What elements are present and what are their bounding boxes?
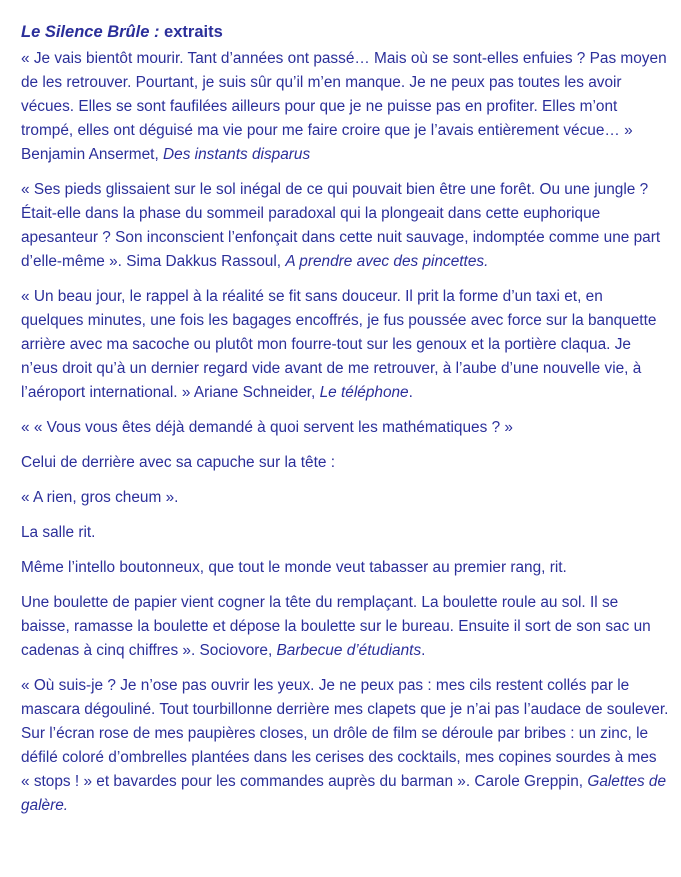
excerpt-work-title: Barbecue d’étudiants <box>276 642 422 659</box>
excerpt-work-title: Galettes de galère. <box>21 773 667 814</box>
excerpt-text: « Où suis-je ? Je n’ose pas ouvrir les yeux. Je ne peux pas : mes cils restent collés par le mascara dégouliné. Tout tourbillonne derrière mes clapets que je n’ai pas l’audace de soulever. Sur l’écran rose de mes paupières closes, un drôle de film se déroule par bribes : un zinc, le défilé coloré d’ombrelles plantées dans les cerises des cocktails, mes copines sourdes à mes « stops ! » et bavardes pour les commandes auprès du barman ». Carole Greppin, <box>21 677 669 790</box>
article <box>21 20 669 829</box>
math-line-answer: « A rien, gros cheum ». <box>21 489 179 506</box>
excerpt-text: Une boulette de papier vient cogner la tête du remplaçant. La boulette roule au sol. Il se baisse, ramasse la boulette et dépose la boulette sur le bureau. Ensuite il sort de son sac un cadenas à cinq chiffres ». Sociovore, <box>21 594 651 659</box>
math-line-laugh: La salle rit. <box>21 524 96 541</box>
excerpt-work-title: Le téléphone <box>319 384 409 401</box>
excerpt-greppin <box>21 674 669 818</box>
excerpt-after: . <box>421 642 426 659</box>
title-suffix: extraits <box>159 23 223 41</box>
excerpt-work-title: Des instants disparus <box>163 146 311 163</box>
excerpt-sociovore <box>21 591 669 663</box>
excerpt-after: . <box>408 384 413 401</box>
excerpt-rassoul <box>21 178 669 274</box>
excerpt-schneider <box>21 285 669 405</box>
excerpt-ansermet <box>21 47 669 167</box>
excerpt-text: « Un beau jour, le rappel à la réalité se fit sans douceur. Il prit la forme d’un taxi et, en quelques minutes, une fois les bagages encoffrés, je fus poussée avec force sur la banquette arrière avec ma sacoche ou plutôt mon fourre-tout sur les genoux et la portière claqua. Je n’eus droit qu’à un dernier regard vide avant de me retrouver, à l’aube d’une nouvelle vie, à l’aéroport international. » Ariane Schneider, <box>21 288 657 401</box>
math-line-hood: Celui de derrière avec sa capuche sur la tête : <box>21 454 335 471</box>
math-line-nerd: Même l’intello boutonneux, que tout le monde veut tabasser au premier rang, rit. <box>21 559 567 576</box>
excerpt-text: « Ses pieds glissaient sur le sol inégal de ce qui pouvait bien être une forêt. Ou une jungle ? Était-elle dans la phase du sommeil paradoxal qui la plongeait dans cette euphorique apesanteur ? Son inconscient l’enfonçait dans cette nuit sauvage, indomptée comme une part d’elle-même ». Sima Dakkus Rassoul, <box>21 181 661 270</box>
page-title <box>21 20 669 44</box>
book-title: Le Silence Brûle : <box>21 23 160 41</box>
excerpt-work-title: A prendre avec des pincettes. <box>285 253 489 270</box>
excerpt-text: « Je vais bientôt mourir. Tant d’années ont passé… Mais où se sont-elles enfuies ? Pas moyen de les retrouver. Pourtant, je suis sûr qu’il m’en manque. Je ne peux pas toutes les avoir vécues. Elles se sont faufilées ailleurs pour que je ne puisse pas en profiter. Elles m’ont trompé, elles ont déguisé ma vie pour me faire croire que je l’avais entièrement vécue… » Benjamin Ansermet, <box>21 50 667 163</box>
math-line-question: « « Vous vous êtes déjà demandé à quoi servent les mathématiques ? » <box>21 419 513 436</box>
